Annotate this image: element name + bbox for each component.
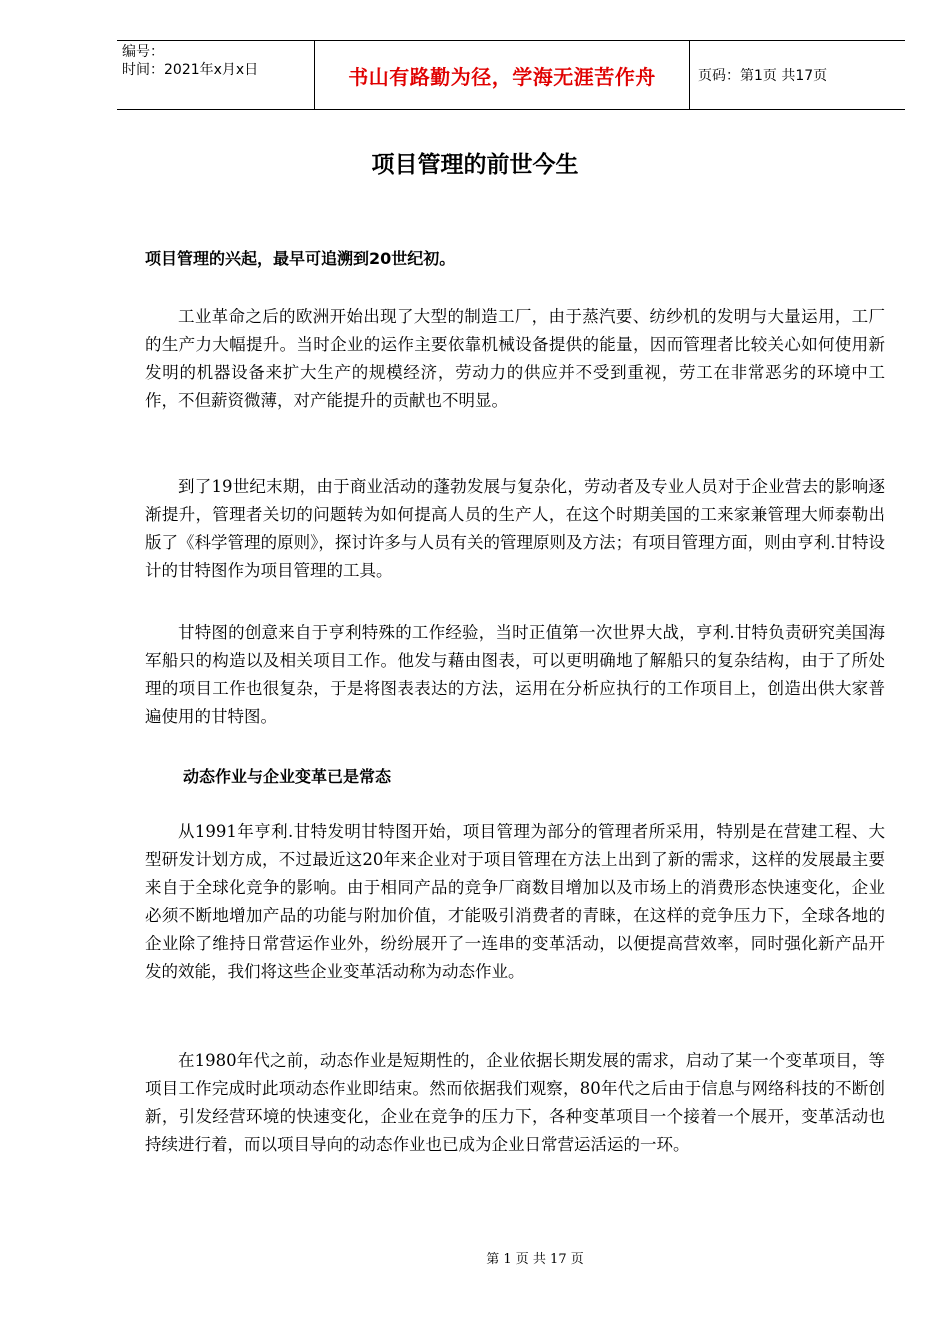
document-title: 项目管理的前世今生 xyxy=(371,152,579,178)
page-header xyxy=(117,40,905,110)
paragraph-gantt-chart: 甘特图的创意来自于亨利特殊的工作经验，当时正值第一次世界大战，亨利.甘特负责研究美国海军船只的构造以及相关项目工作。他发与藉由图表，可以更明确地了解船只的复杂结构，由于了所处理的项目工作也很复杂，于是将图表表达的方法，运用在分析应执行的工作项目上，创造出供大家普遍使用的甘特图。 xyxy=(145,623,885,726)
header-motto: 书山有路勤为径，学海无涯苦作舟 xyxy=(315,41,690,109)
paragraph-industrial-revolution: 工业革命之后的欧洲开始出现了大型的制造工厂，由于蒸汽要、纺纱机的发明与大量运用，工厂的生产力大幅提升。当时企业的运作主要依靠机械设备提供的能量，因而管理者比较关心如何使用新发明的机器设备来扩大生产的规模经济，劳动力的供应并不受到重视，劳工在非常恶劣的环境中工作，不但薪资微薄，对产能提升的贡献也不明显。 xyxy=(145,307,885,410)
paragraph-19th-century: 到了19世纪末期，由于商业活动的蓬勃发展与复杂化，劳动者及专业人员对于企业营去的影响逐渐提升，管理者关切的问题转为如何提高人员的生产人，在这个时期美国的工来家兼管理大师泰勒出版了《科学管理的原则》，探讨许多与人员有关的管理原则及方法；有项目管理方面，则由亨利.甘特设计的甘特图作为项目管理的工具。 xyxy=(145,477,885,580)
paragraph-1980s: 在1980年代之前，动态作业是短期性的，企业依据长期发展的需求，启动了某一个变革项目，等项目工作完成时此项动态作业即结束。然而依据我们观察，80年代之后由于信息与网络科技的不断创新，引发经营环境的快速变化，企业在竞争的压力下，各种变革项目一个接着一个展开，变革活动也持续进行着，而以项目导向的动态作业也已成为企业日常营运活运的一环。 xyxy=(145,1051,885,1154)
paragraph-globalization: 从1991年亨利.甘特发明甘特图开始，项目管理为部分的管理者所采用，特别是在营建工程、大型研发计划方成，不过最近这20年来企业对于项目管理在方法上出到了新的需求，这样的发展最主要来自于全球化竞争的影响。由于相同产品的竞争厂商数目增加以及市场上的消费形态快速变化，企业必须不断地增加产品的功能与附加价值，才能吸引消费者的青睐，在这样的竞争压力下，全球各地的企业除了维持日常营运作业外，纷纷展开了一连串的变革活动，以便提高营效率，同时强化新产品开发的效能，我们将这些企业变革活动称为动态作业。 xyxy=(145,822,885,981)
section-heading-origin: 项目管理的兴起，最早可追溯到20世纪初。 xyxy=(145,249,456,268)
header-meta xyxy=(117,41,315,109)
header-page-info: 页码：第1页 共17页 xyxy=(698,68,828,84)
section-heading-dynamic-operations: 动态作业与企业变革已是常态 xyxy=(183,767,392,786)
document-number-label: 编号： xyxy=(122,44,164,60)
page-footer: 第 1 页 共 17 页 xyxy=(486,1252,584,1267)
document-time-label: 时间：2021年x月x日 xyxy=(122,62,259,78)
